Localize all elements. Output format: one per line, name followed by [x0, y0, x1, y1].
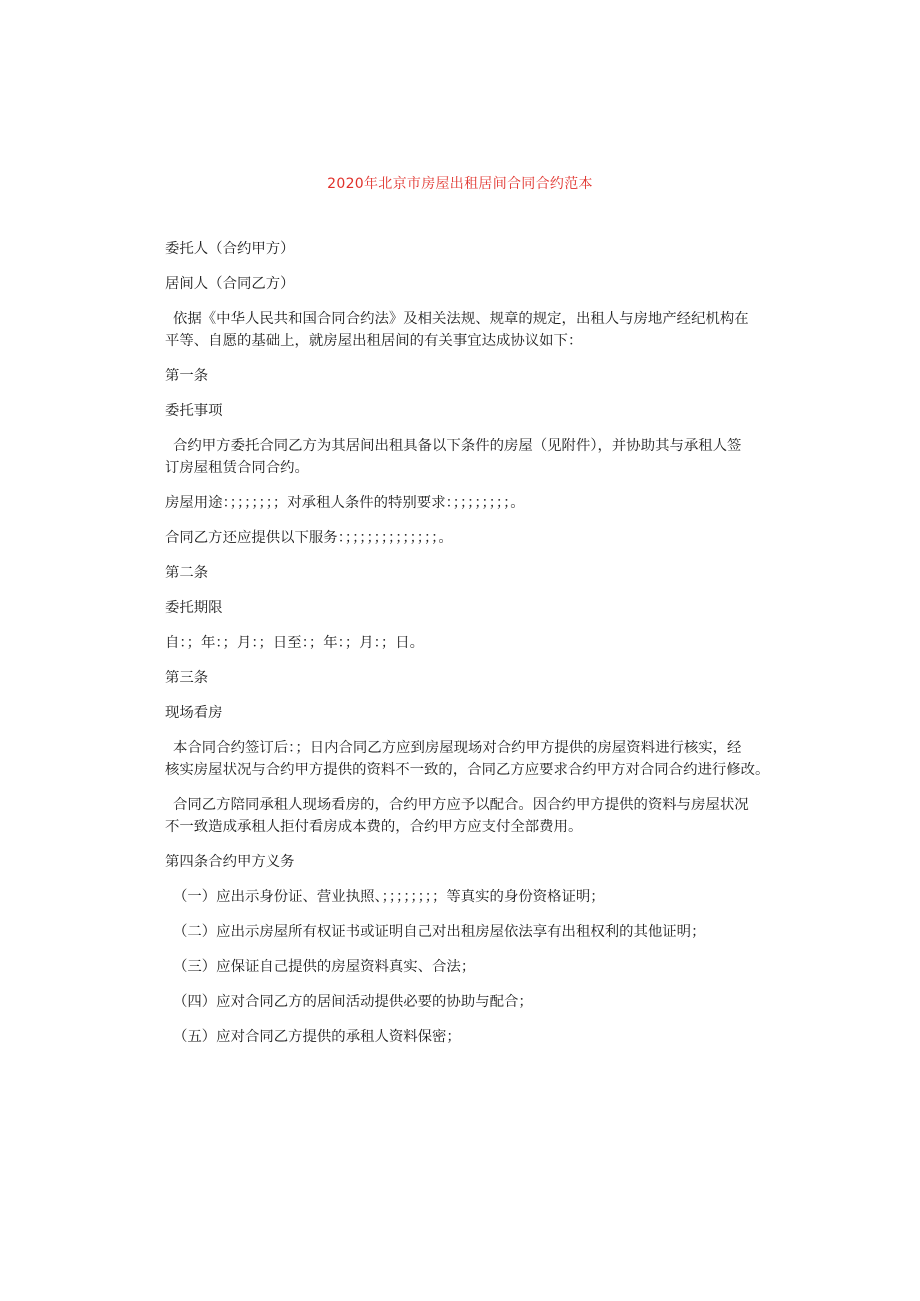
- article-4-item-3: [165, 956, 795, 978]
- text-line: 订房屋租赁合同合约。: [165, 460, 309, 476]
- article-2-heading: [165, 562, 795, 584]
- text-line: 平等、自愿的基础上，就房屋出租居间的有关事宜达成协议如下：: [165, 333, 583, 349]
- text-line: （一）应出示身份证、营业执照、；；；；；；；；等真实的身份资格证明；: [173, 889, 605, 905]
- text-line: （四）应对合同乙方的居间活动提供必要的协助与配合；: [173, 994, 533, 1010]
- article-4-item-2: [165, 921, 795, 943]
- text-line: 本合同合约签订后：；日内合同乙方应到房屋现场对合约甲方提供的房屋资料进行核实，经: [173, 740, 742, 756]
- text-line: 居间人（合同乙方）: [165, 276, 295, 292]
- article-3-heading: [165, 667, 795, 689]
- text-line: 合同乙方还应提供以下服务：；；；；；；；；；；；；；。: [165, 530, 453, 546]
- text-line: 第四条合约甲方义务: [165, 854, 295, 870]
- text-line: 委托事项: [165, 403, 223, 419]
- article-3-title: [165, 702, 795, 724]
- document-body: [165, 238, 795, 1061]
- text-line: 第二条: [165, 565, 209, 581]
- text-line: 依据《中华人民共和国合同合约法》及相关法规、规章的规定，出租人与房地产经纪机构在: [173, 311, 749, 327]
- article-1-paragraph: [165, 435, 795, 479]
- text-line: 委托人（合约甲方）: [165, 241, 295, 257]
- article-3-paragraph-2: [165, 794, 795, 838]
- article-2-title: [165, 597, 795, 619]
- article-1-usage: [165, 492, 795, 514]
- text-line: 不一致造成承租人拒付看房成本费的，合约甲方应支付全部费用。: [165, 819, 583, 835]
- text-line: 第三条: [165, 670, 209, 686]
- text-line: 现场看房: [165, 705, 223, 721]
- text-line: 合同乙方陪同承租人现场看房的，合约甲方应予以配合。因合约甲方提供的资料与房屋状况: [173, 797, 749, 813]
- party-b-line: [165, 273, 795, 295]
- article-4-item-1: [165, 886, 795, 908]
- article-2-period: [165, 632, 795, 654]
- text-line: 合约甲方委托合同乙方为其居间出租具备以下条件的房屋（见附件），并协助其与承租人签: [173, 438, 742, 454]
- article-4-heading: [165, 851, 795, 873]
- text-line: 房屋用途：；；；；；；；对承租人条件的特别要求：；；；；；；；；。: [165, 495, 525, 511]
- party-a-line: [165, 238, 795, 260]
- text-line: 核实房屋状况与合约甲方提供的资料不一致的，合同乙方应要求合约甲方对合同合约进行修改。: [165, 762, 770, 778]
- article-1-heading: [165, 365, 795, 387]
- intro-paragraph: [165, 308, 795, 352]
- text-line: （三）应保证自己提供的房屋资料真实、合法；: [173, 959, 476, 975]
- text-line: 自：；年：；月：；日至：；年：；月：；日。: [165, 635, 425, 651]
- article-4-item-4: [165, 991, 795, 1013]
- text-line: （五）应对合同乙方提供的承租人资料保密；: [173, 1029, 461, 1045]
- text-line: 第一条: [165, 368, 209, 384]
- document-title: 2020年北京市房屋出租居间合同合约范本: [327, 176, 593, 192]
- article-1-title: [165, 400, 795, 422]
- text-line: （二）应出示房屋所有权证书或证明自己对出租房屋依法享有出租权利的其他证明；: [173, 924, 706, 940]
- article-4-item-5: [165, 1026, 795, 1048]
- text-line: 委托期限: [165, 600, 223, 616]
- article-1-services: [165, 527, 795, 549]
- article-3-paragraph-1: [165, 737, 795, 781]
